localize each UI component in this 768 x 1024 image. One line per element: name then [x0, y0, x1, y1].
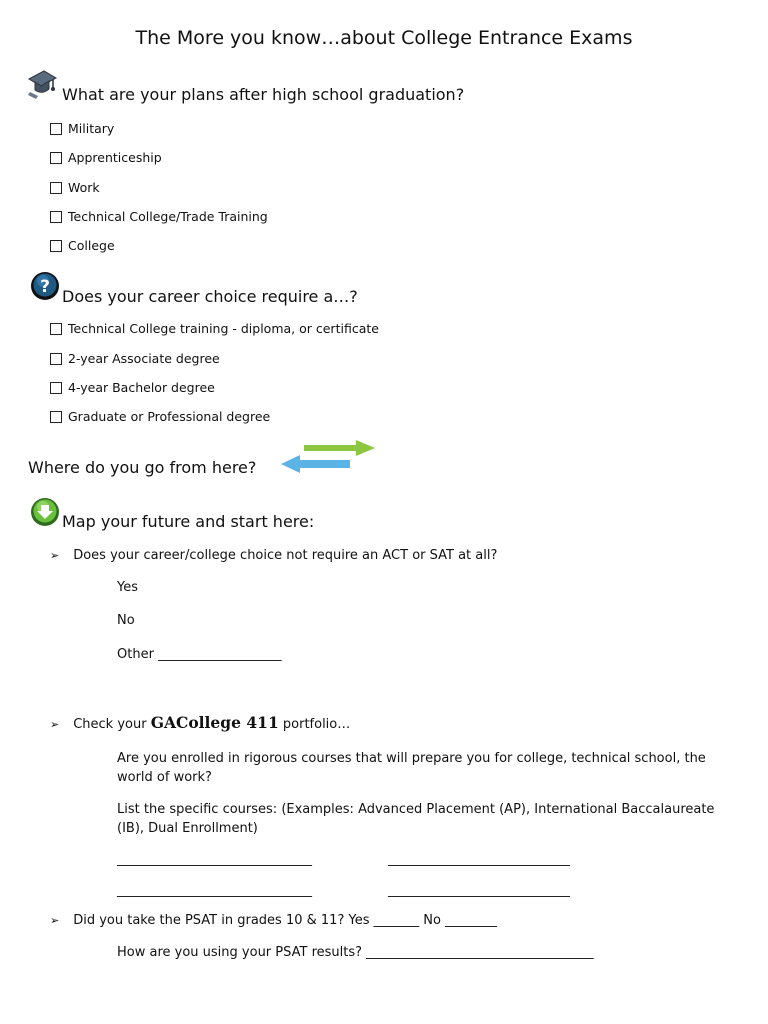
option-label: 2-year Associate degree	[68, 351, 220, 366]
checkbox[interactable]	[50, 353, 62, 365]
course-blank[interactable]: ____________________________	[388, 883, 570, 898]
degree-option[interactable]	[50, 409, 270, 424]
act-sat-question	[50, 548, 497, 563]
down-arrow-icon	[30, 497, 60, 527]
career-heading: Does your career choice require a…?	[62, 287, 358, 306]
bullet-arrow-icon: ➢	[50, 914, 60, 927]
option-label: Technical College training - diploma, or certificate	[68, 321, 379, 336]
checkbox[interactable]	[50, 123, 62, 135]
plan-option[interactable]	[50, 150, 162, 165]
psat-results-question[interactable]: How are you using your PSAT results? ___________________________________	[117, 945, 594, 960]
degree-option[interactable]	[50, 321, 379, 336]
question-post: portfolio…	[282, 717, 351, 732]
checkbox[interactable]	[50, 411, 62, 423]
degree-option[interactable]	[50, 351, 220, 366]
where-heading: Where do you go from here?	[28, 458, 257, 477]
plan-option[interactable]	[50, 121, 114, 136]
checkbox[interactable]	[50, 240, 62, 252]
option-label: Work	[68, 180, 100, 195]
portfolio-question	[50, 713, 350, 732]
plans-heading: What are your plans after high school graduation?	[62, 85, 465, 104]
course-blank[interactable]: ______________________________	[117, 883, 312, 898]
course-blank[interactable]: ______________________________	[117, 852, 312, 867]
page-title: The More you know…about College Entrance Exams	[135, 27, 633, 49]
map-heading: Map your future and start here:	[62, 512, 315, 531]
option-label: Graduate or Professional degree	[68, 409, 271, 424]
question-pre: Check your	[73, 717, 147, 732]
checkbox[interactable]	[50, 152, 62, 164]
answer-other[interactable]: Other ___________________	[117, 647, 282, 662]
answer-yes: Yes	[117, 580, 138, 595]
psat-question	[50, 913, 497, 928]
plan-option[interactable]	[50, 180, 100, 195]
question-mark-icon	[30, 271, 60, 301]
checkbox[interactable]	[50, 382, 62, 394]
degree-option[interactable]	[50, 380, 215, 395]
plan-option[interactable]	[50, 209, 268, 224]
option-label: Military	[68, 121, 115, 136]
list-courses-prompt: List the specific courses: (Examples: Advanced Placement (AP), International Baccalaureate (IB), Dual Enrollment)	[117, 802, 715, 836]
course-blank[interactable]: ____________________________	[388, 852, 570, 867]
option-label: College	[68, 238, 115, 253]
option-label: Technical College/Trade Training	[68, 209, 268, 224]
bullet-arrow-icon: ➢	[50, 549, 60, 562]
enrolled-question: Are you enrolled in rigorous courses that will prepare you for college, technical school, the world of work?	[117, 751, 706, 785]
question-text: Does your career/college choice not require an ACT or SAT at all?	[73, 548, 498, 563]
gacollege-brand: GACollege 411	[150, 713, 279, 732]
question-text: Did you take the PSAT in grades 10 & 11? Yes _______ No ________	[73, 913, 498, 928]
graduation-cap-icon	[26, 66, 58, 100]
plan-option[interactable]	[50, 238, 115, 253]
bullet-arrow-icon: ➢	[50, 718, 60, 731]
answer-no: No	[117, 613, 135, 628]
svg-text:?: ?	[40, 277, 50, 297]
option-label: Apprenticeship	[68, 150, 162, 165]
direction-arrows-icon	[278, 438, 378, 474]
checkbox[interactable]	[50, 182, 62, 194]
option-label: 4-year Bachelor degree	[68, 380, 215, 395]
checkbox[interactable]	[50, 323, 62, 335]
checkbox[interactable]	[50, 211, 62, 223]
